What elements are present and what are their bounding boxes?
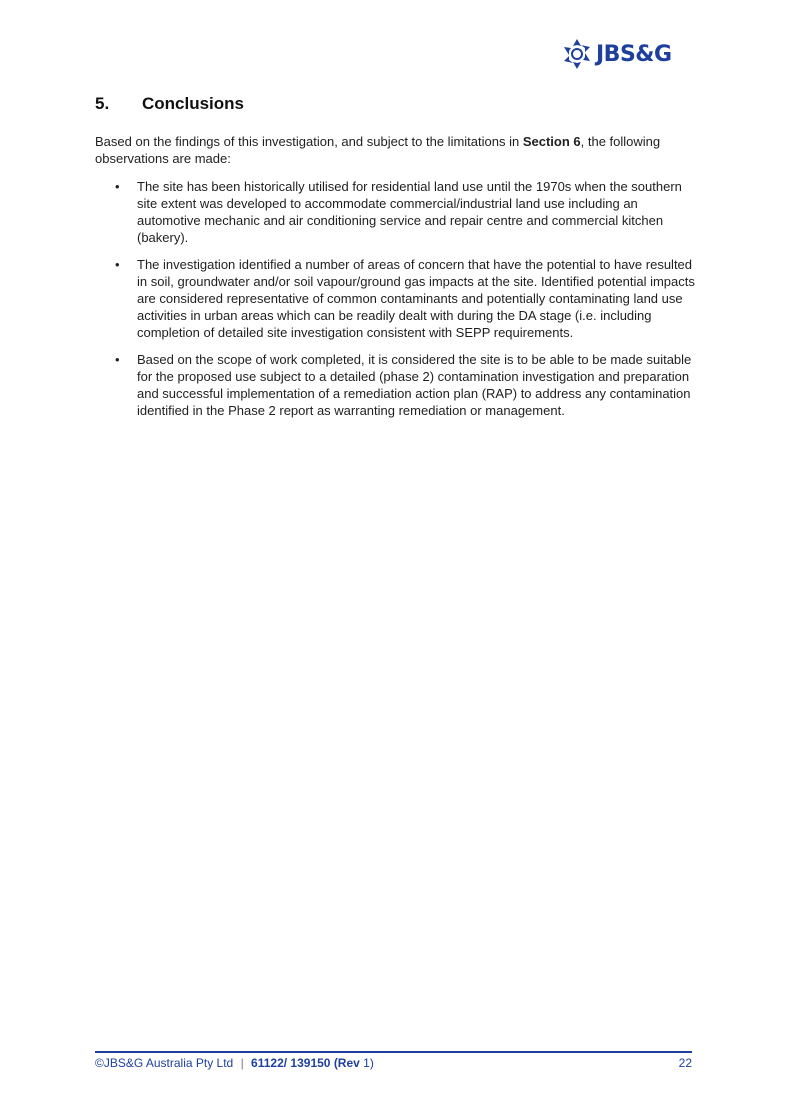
conclusions-list	[95, 178, 695, 429]
list-item	[95, 256, 695, 341]
bullet-icon: •	[115, 352, 120, 367]
footer-doc-number: 61122/ 139150	[251, 1056, 331, 1070]
footer-separator: |	[240, 1056, 244, 1070]
company-logo	[560, 36, 672, 72]
list-item-text: Based on the scope of work completed, it is considered the site is to be able to be made suitable for the proposed use subject to a detailed (phase 2) contamination investigation and preparation and successful implementation of a remediation action plan (RAP) to address any contamination identified in the Phase 2 report as warranting remediation or management.	[137, 352, 692, 418]
list-item	[95, 178, 695, 246]
section-heading	[95, 94, 244, 114]
intro-text-start: Based on the findings of this investigation, and subject to the limitations in	[95, 134, 523, 149]
footer-rev-label: (Rev	[333, 1056, 360, 1070]
bullet-icon: •	[115, 257, 120, 272]
footer-company: ©JBS&G Australia Pty Ltd	[95, 1056, 234, 1070]
list-item-text: The site has been historically utilised for residential land use until the 1970s when the southern site extent was developed to accommodate commercial/industrial land use including an automotive mechanic and air conditioning service and repair centre and commercial kitchen (bakery).	[137, 179, 682, 245]
footer-divider	[95, 1051, 692, 1053]
footer-rev-number: 1)	[363, 1056, 374, 1070]
section-number: 5.	[95, 94, 110, 113]
intro-paragraph	[95, 133, 695, 167]
footer-info	[95, 1056, 374, 1070]
logo-text: JBS&G	[596, 41, 672, 67]
jbsg-logo-icon	[560, 37, 594, 71]
intro-text-end: , the following observations are made:	[95, 134, 661, 166]
section-reference: Section 6	[522, 134, 581, 149]
list-item	[95, 351, 695, 419]
bullet-icon: •	[115, 179, 120, 194]
page-number: 22	[678, 1056, 692, 1070]
list-item-text: The investigation identified a number of areas of concern that have the potential to have resulted in soil, groundwater and/or soil vapour/ground gas impacts at the site. Identified potential impacts are considered representative of common contaminants and potentially contaminating land use activities in urban areas which can be readily dealt with during the DA stage (i.e. including completion of detailed site investigation consistent with SEPP requirements.	[137, 257, 695, 340]
section-title: Conclusions	[142, 94, 245, 113]
page-footer	[95, 1056, 692, 1070]
